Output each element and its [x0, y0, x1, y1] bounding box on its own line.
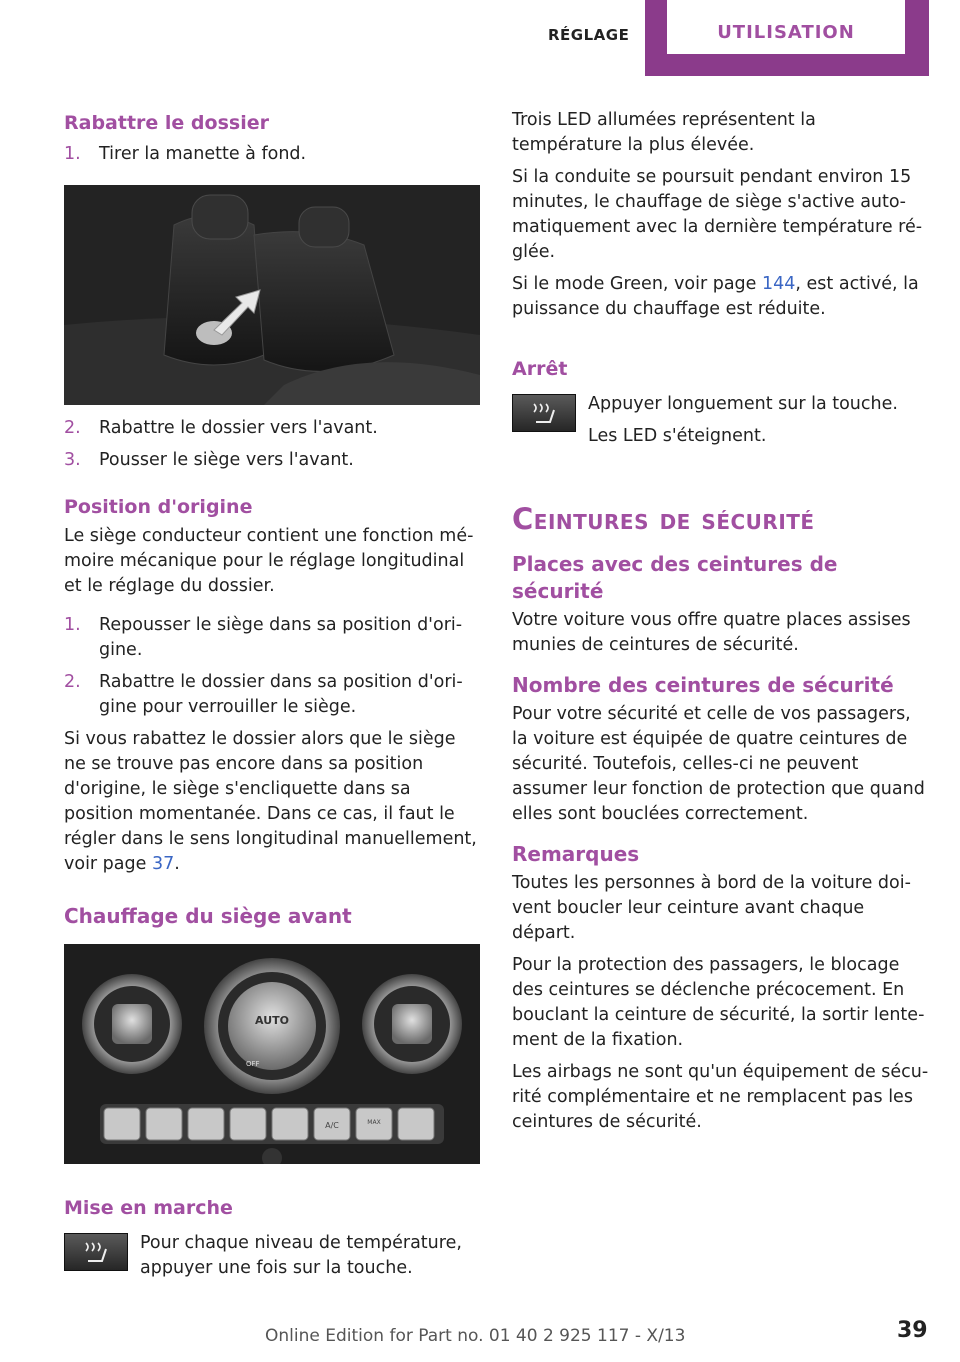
seat-heating-button-icon-off [512, 394, 576, 432]
climate-panel-illustration [64, 944, 480, 1164]
chapter-tab-utilisation-label: UTILISATION [717, 22, 855, 43]
seat-heating-on-row [64, 1231, 482, 1281]
list-text: Pousser le siège vers l'avant. [99, 450, 354, 470]
paragraph-rabattez-end: . [174, 854, 180, 874]
paragraph-remarques-3: Les airbags ne sont qu'un équipement de sécurité complémentaire et ne remplacent pas les ceintures de sécurité. [512, 1062, 929, 1132]
heading-rabattre-dossier: Rabattre le dossier [64, 112, 269, 134]
heading-mise-en-marche: Mise en marche [64, 1197, 233, 1219]
page-link-144[interactable]: 144 [762, 274, 796, 294]
auto-button-label: AUTO [255, 1014, 289, 1027]
list-item [64, 670, 482, 720]
heading-chauffage-siege: Chauffage du siège avant [64, 904, 352, 928]
seat-illustration [64, 185, 480, 405]
paragraph-green-end: , est activé, la puissance du chauffage est réduite. [512, 274, 919, 319]
list-step-1 [64, 142, 482, 167]
list-text: Rabattre le dossier dans sa position d'origine pour verrouiller le siège. [99, 672, 463, 717]
seat-heat-icon [530, 402, 558, 424]
paragraph-rabattez [64, 727, 482, 877]
chapter-tab-utilisation [645, 0, 929, 76]
paragraph-rabattez-text: Si vous rabattez le dossier alors que le siège ne se trouve pas encore dans sa position d'origine, le siège s'encliquette dans sa position momentanée. Dans ce cas, il faut le régler dans le sens longitudinal manuellement, voir page [64, 729, 477, 874]
page-link-37[interactable]: 37 [151, 854, 175, 874]
paragraph-remarques-2: Pour la protection des passagers, le blocage des ceintures se déclenche précocement. En bouclant la ceinture de sécurité, la sortir lentement de la fixation. [512, 955, 925, 1050]
chapter-tab-reglage-label: RÉGLAGE [548, 26, 630, 44]
heading-nombre: Nombre des ceintures de sécurité [512, 673, 894, 697]
paragraph-conduite: Si la conduite se poursuit pendant environ 15 minutes, le chauffage de siège s'active automatiquement avec la dernière température réglée. [512, 167, 923, 262]
list-text: Repousser le siège dans sa position d'origine. [99, 615, 463, 660]
seat-heating-off-row [512, 392, 930, 449]
list-number: 3. [64, 450, 81, 470]
paragraph-remarques-1: Toutes les personnes à bord de la voiture doivent boucler leur ceinture avant chaque départ. [512, 873, 911, 943]
paragraph-nombre: Pour votre sécurité et celle de vos passagers, la voiture est équipée de quatre ceintures de sécurité. Toutefois, celles-ci ne peuvent assumer leur fonction de protection que quand elles sont bouclées correctement. [512, 704, 925, 824]
paragraph-arret-2: Les LED s'éteignent. [588, 426, 767, 446]
max-label: MAX [367, 1119, 381, 1126]
seat-heating-button-icon [64, 1233, 128, 1271]
climate-panel-photo [64, 944, 480, 1164]
heading-places: Places avec des ceintures de sécurité [512, 552, 838, 603]
list-item [64, 448, 482, 473]
list-position-steps [64, 613, 482, 720]
paragraph-position: Le siège conducteur contient une fonction mémoire mécanique pour le réglage longitudinal et le réglage du dossier. [64, 526, 474, 596]
chapter-tab-reglage [528, 0, 638, 66]
off-label: OFF [246, 1060, 260, 1068]
list-item [64, 142, 482, 167]
footer-edition: Online Edition for Part no. 01 40 2 925 117 - X/13 [265, 1326, 686, 1346]
paragraph-arret-1: Appuyer longuement sur la touche. [588, 394, 898, 414]
heading-remarques: Remarques [512, 842, 640, 866]
list-number: 1. [64, 144, 81, 164]
list-steps-2-3 [64, 416, 482, 473]
paragraph-green-text: Si le mode Green, voir page [512, 274, 762, 294]
list-text: Tirer la manette à fond. [99, 144, 307, 164]
paragraph-mise-en-marche: Pour chaque niveau de température, appuyer une fois sur la touche. [140, 1233, 462, 1278]
heading-ceintures: Ceintures de sécurité [512, 502, 815, 536]
list-item [64, 613, 482, 663]
list-number: 2. [64, 672, 81, 692]
ac-button-label: A/C [325, 1121, 339, 1130]
paragraph-green [512, 272, 930, 322]
paragraph-places: Votre voiture vous offre quatre places assises munies de ceintures de sécurité. [512, 610, 911, 655]
seat-backrest-photo [64, 185, 480, 405]
list-number: 1. [64, 615, 81, 635]
paragraph-led: Trois LED allumées représentent la température la plus élevée. [512, 110, 816, 155]
list-number: 2. [64, 418, 81, 438]
list-text: Rabattre le dossier vers l'avant. [99, 418, 378, 438]
list-item [64, 416, 482, 441]
left-column [64, 108, 482, 1281]
right-column [512, 108, 930, 1135]
heading-arret: Arrêt [512, 358, 568, 380]
page-number: 39 [897, 1318, 928, 1343]
seat-heat-icon [82, 1241, 110, 1263]
heading-position-origine: Position d'origine [64, 496, 253, 518]
